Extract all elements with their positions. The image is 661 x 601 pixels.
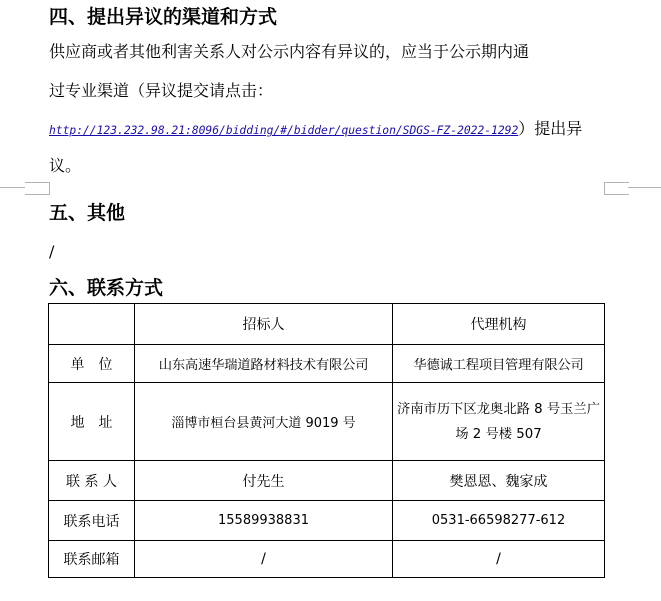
row-label-email: 联系邮箱 (49, 541, 135, 578)
table-header-agency: 代理机构 (393, 304, 605, 345)
table-row (49, 461, 605, 501)
agency-contact: 樊恩恩、魏家成 (393, 461, 605, 501)
tenderer-contact: 付先生 (135, 461, 393, 501)
section-6-title: 六、联系方式 (49, 277, 164, 299)
tenderer-phone: 15589938831 (135, 501, 393, 541)
section-4-title: 四、提出异议的渠道和方式 (49, 6, 278, 28)
row-label-address: 地 址 (49, 383, 135, 461)
tenderer-email: / (135, 541, 393, 578)
table-header-tenderer: 招标人 (135, 304, 393, 345)
section-5-content: / (49, 242, 55, 261)
row-label-phone: 联系电话 (49, 501, 135, 541)
row-label-unit: 单 位 (49, 345, 135, 383)
row-label-contact: 联 系 人 (49, 461, 135, 501)
section-4-line-1: 供应商或者其他利害关系人对公示内容有异议的，应当于公示期内通 (49, 42, 530, 61)
table-row (49, 501, 605, 541)
agency-address: 济南市历下区龙奥北路 8 号玉兰广场 2 号楼 507 (393, 383, 605, 461)
tenderer-unit: 山东高速华瑞道路材料技术有限公司 (135, 345, 393, 383)
page-break-line-right (628, 187, 661, 188)
table-header-row (49, 304, 605, 345)
table-header-empty (49, 304, 135, 345)
section-4-line-4: 议。 (49, 156, 82, 175)
objection-link[interactable]: http://123.232.98.21:8096/bidding/#/bidder/question/SDGS-FZ-2022-1292 (49, 124, 519, 137)
section-4-line-3 (49, 118, 582, 142)
section-5-title: 五、其他 (49, 202, 126, 224)
table-row (49, 345, 605, 383)
agency-unit: 华德诚工程项目管理有限公司 (393, 345, 605, 383)
section-4-after-link: ）提出异 (518, 119, 583, 138)
table-row (49, 383, 605, 461)
agency-email: / (393, 541, 605, 578)
crop-mark-left-bottom (25, 188, 50, 195)
section-4-line-2: 过专业渠道（异议提交请点击： (49, 81, 274, 100)
contact-table (48, 303, 605, 578)
tenderer-address: 淄博市桓台县黄河大道 9019 号 (135, 383, 393, 461)
table-row (49, 541, 605, 578)
page-break-line-left (0, 187, 25, 188)
agency-phone: 0531-66598277-612 (393, 501, 605, 541)
crop-mark-right-bottom (604, 188, 629, 195)
